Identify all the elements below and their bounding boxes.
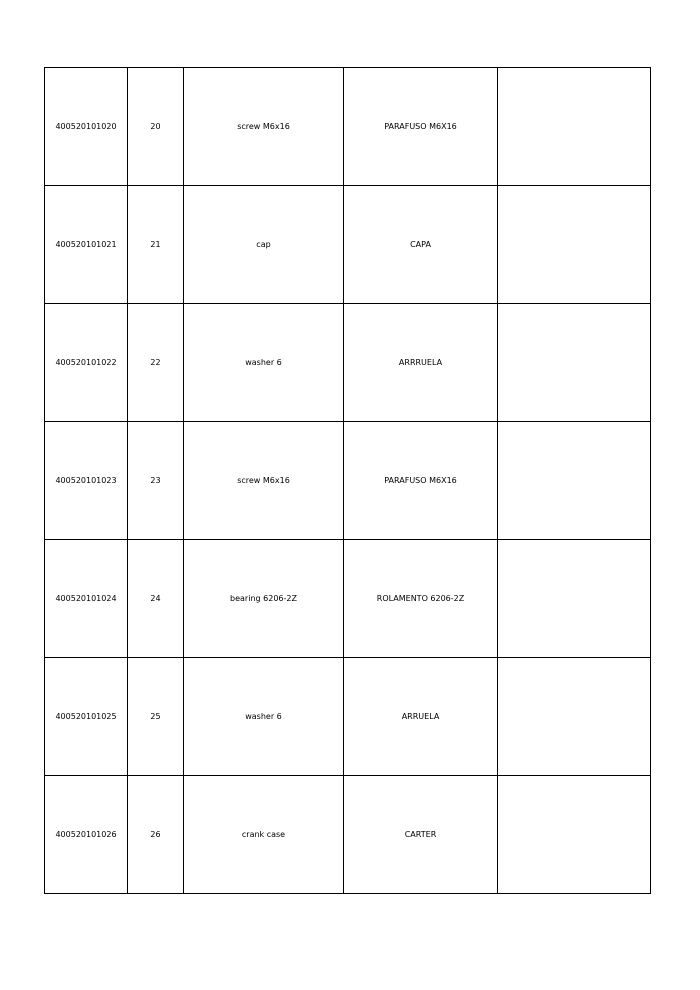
table-row bbox=[45, 304, 651, 422]
table-row bbox=[45, 186, 651, 304]
extra-cell bbox=[498, 422, 651, 540]
english-description-cell: bearing 6206-2Z bbox=[184, 540, 344, 658]
part-code-cell: 400520101025 bbox=[45, 658, 128, 776]
portuguese-description-cell: ROLAMENTO 6206-2Z bbox=[344, 540, 498, 658]
extra-cell bbox=[498, 186, 651, 304]
portuguese-description-cell: ARRRUELA bbox=[344, 304, 498, 422]
table-row bbox=[45, 658, 651, 776]
extra-cell bbox=[498, 540, 651, 658]
extra-cell bbox=[498, 68, 651, 186]
part-code-cell: 400520101022 bbox=[45, 304, 128, 422]
table-row bbox=[45, 776, 651, 894]
position-cell: 26 bbox=[128, 776, 184, 894]
extra-cell bbox=[498, 658, 651, 776]
part-code-cell: 400520101024 bbox=[45, 540, 128, 658]
table-row bbox=[45, 540, 651, 658]
table-row bbox=[45, 68, 651, 186]
part-code-cell: 400520101020 bbox=[45, 68, 128, 186]
part-code-cell: 400520101021 bbox=[45, 186, 128, 304]
position-cell: 23 bbox=[128, 422, 184, 540]
part-code-cell: 400520101026 bbox=[45, 776, 128, 894]
parts-table bbox=[44, 67, 651, 894]
position-cell: 24 bbox=[128, 540, 184, 658]
part-code-cell: 400520101023 bbox=[45, 422, 128, 540]
portuguese-description-cell: CARTER bbox=[344, 776, 498, 894]
table-row bbox=[45, 422, 651, 540]
english-description-cell: screw M6x16 bbox=[184, 68, 344, 186]
portuguese-description-cell: CAPA bbox=[344, 186, 498, 304]
english-description-cell: cap bbox=[184, 186, 344, 304]
position-cell: 20 bbox=[128, 68, 184, 186]
portuguese-description-cell: PARAFUSO M6X16 bbox=[344, 422, 498, 540]
extra-cell bbox=[498, 304, 651, 422]
position-cell: 21 bbox=[128, 186, 184, 304]
position-cell: 25 bbox=[128, 658, 184, 776]
english-description-cell: washer 6 bbox=[184, 304, 344, 422]
english-description-cell: screw M6x16 bbox=[184, 422, 344, 540]
english-description-cell: crank case bbox=[184, 776, 344, 894]
english-description-cell: washer 6 bbox=[184, 658, 344, 776]
extra-cell bbox=[498, 776, 651, 894]
portuguese-description-cell: PARAFUSO M6X16 bbox=[344, 68, 498, 186]
position-cell: 22 bbox=[128, 304, 184, 422]
portuguese-description-cell: ARRUELA bbox=[344, 658, 498, 776]
